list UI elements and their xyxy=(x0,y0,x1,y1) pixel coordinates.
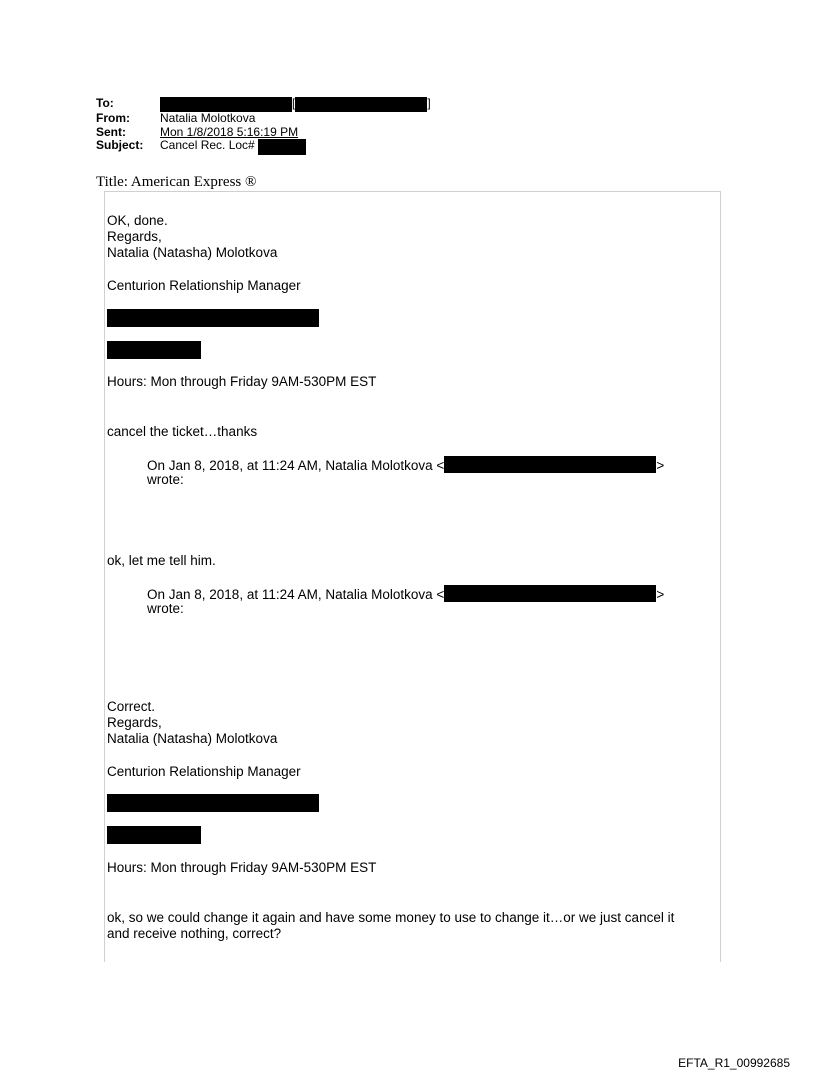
signature-name: Natalia (Natasha) Molotkova xyxy=(107,731,278,746)
redaction-block xyxy=(160,97,292,112)
to-bracket-close: ] xyxy=(427,96,431,110)
message-body-frame xyxy=(104,191,721,962)
subject-value: Cancel Rec. Loc# xyxy=(160,138,255,152)
redaction-block xyxy=(295,97,427,112)
signature-hours: Hours: Mon through Friday 9AM-530PM EST xyxy=(107,860,377,875)
message-text: ok, let me tell him. xyxy=(107,553,216,568)
message-text: OK, done. xyxy=(107,213,168,228)
signature-name: Natalia (Natasha) Molotkova xyxy=(107,245,278,260)
redaction-block xyxy=(107,309,319,327)
quote-prefix: On Jan 8, 2018, at 11:24 AM, Natalia Molotkova < xyxy=(147,458,445,473)
redaction-block xyxy=(444,585,656,602)
quote-wrote: wrote: xyxy=(147,472,184,487)
sent-value: Mon 1/8/2018 5:16:19 PM xyxy=(160,124,299,139)
quote-header xyxy=(147,456,664,474)
subject-label: Subject: xyxy=(96,138,144,152)
subject-row xyxy=(96,139,431,155)
signature-role: Centurion Relationship Manager xyxy=(107,278,301,293)
message-text: cancel the ticket…thanks xyxy=(107,424,258,439)
redaction-block xyxy=(258,139,306,155)
quote-header xyxy=(147,585,664,603)
redaction-block xyxy=(107,826,201,844)
message-text: and receive nothing, correct? xyxy=(107,926,282,941)
document-id: EFTA_R1_00992685 xyxy=(678,1056,790,1070)
to-label: To: xyxy=(96,96,114,110)
redaction-block xyxy=(107,341,201,359)
redaction-block xyxy=(107,794,319,812)
quote-suffix: > xyxy=(656,587,665,602)
redaction-block xyxy=(444,456,656,473)
message-text: Regards, xyxy=(107,715,162,730)
message-text: Regards, xyxy=(107,229,162,244)
message-text: ok, so we could change it again and have some money to use to change it…or we just cancel it xyxy=(107,910,675,925)
to-row xyxy=(96,97,431,112)
page-title: Title: American Express ® xyxy=(96,174,257,190)
sent-label: Sent: xyxy=(96,124,126,139)
signature-role: Centurion Relationship Manager xyxy=(107,764,301,779)
to-bracket-open: [ xyxy=(292,96,296,110)
quote-prefix: On Jan 8, 2018, at 11:24 AM, Natalia Molotkova < xyxy=(147,587,445,602)
from-value: Natalia Molotkova xyxy=(160,111,256,125)
quote-suffix: > xyxy=(656,458,665,473)
signature-hours: Hours: Mon through Friday 9AM-530PM EST xyxy=(107,374,377,389)
sent-row xyxy=(96,126,431,140)
quote-wrote: wrote: xyxy=(147,601,184,616)
message-text: Correct. xyxy=(107,699,156,714)
email-header xyxy=(96,97,431,155)
from-row xyxy=(96,112,431,126)
from-label: From: xyxy=(96,111,130,125)
